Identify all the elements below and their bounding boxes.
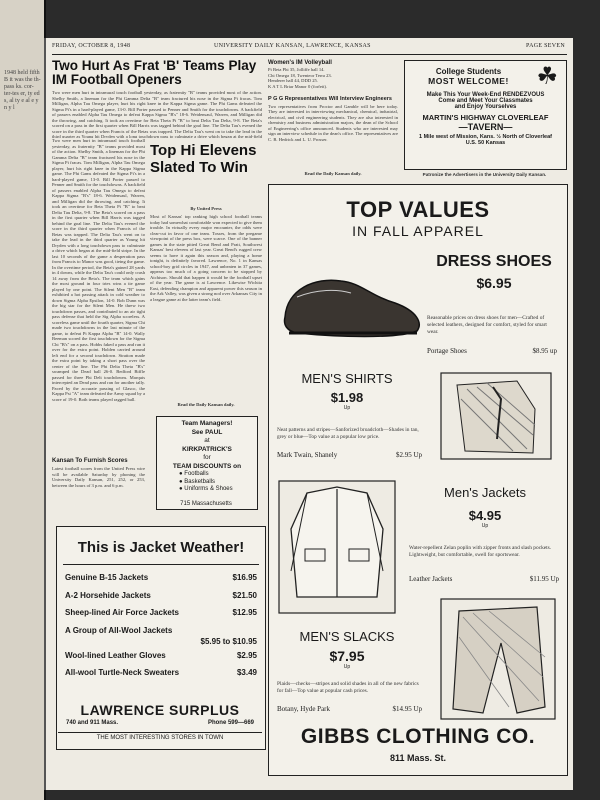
ad-line: See PAUL — [191, 428, 223, 436]
story-body: Two representatives from Proctor and Gamble will be here today. They are interested in interviewing mechanical, chemical, industrial, electrical, and civil engineering students. They are also interested in chemistry and business administration majors, the dean of the School of Engineering's office announced. Students who are interested may sign an interview schedule in the dean's office. The representatives are C. B. Hedrick and L. U. Prosser. — [268, 103, 398, 142]
price-row: A Group of All-Wool Jackets — [65, 625, 173, 635]
product-title: MEN'S SLACKS — [299, 629, 395, 644]
product-brand-price: $2.95 Up — [395, 451, 422, 459]
product-brand-row — [409, 575, 559, 583]
header-rule — [52, 54, 567, 55]
price-row: A-2 Horsehide Jackets $21.50 — [65, 590, 257, 600]
ad-line: Team Managers! — [181, 420, 233, 427]
ad-address: 1 Mile west of Mission, Kans. ½ North of Cloverleaf — [419, 134, 552, 140]
story-headline: Two Hurt As Frat 'B' Teams Play IM Football Openers — [52, 58, 257, 87]
ad-price-list — [57, 565, 265, 686]
ad-line: TEAM DISCOUNTS on — [172, 462, 242, 470]
price-row: All-wool Turtle-Neck Sweaters $3.49 — [65, 668, 257, 677]
story-top-hi-elevens — [150, 142, 262, 204]
ad-store-name: KIRKPATRICK'S — [182, 445, 232, 453]
shirt-illustration — [437, 369, 555, 463]
product-price: $7.95 — [329, 648, 365, 664]
patronize-note: Patronize the Advertisers in the University Daily Kansan. — [422, 172, 547, 177]
ad-address: 740 and 911 Mass. — [66, 720, 119, 726]
story-tagline: Read the Daily Kansan daily. — [177, 402, 235, 407]
story-tagline: Read the Daily Kansan daily. — [304, 170, 362, 176]
ad-address: 811 Mass. St. — [389, 753, 447, 763]
ad-line: MOST WELCOME! — [428, 76, 509, 86]
price-row: Wool-lined Leather Gloves $2.95 — [65, 650, 257, 660]
product-brand-row — [277, 705, 422, 713]
ad-line: Make This Your Week-End RENDEZVOUS — [426, 92, 545, 98]
score-line: K A T L Briar Manor 0 (forfeit). — [268, 83, 328, 89]
story-body: Latest football scores from the United Press wire will be available Saturday by phoning the University Daily Kansan, 251, 252, or 253, between the hours of 3 p.m. and 6 p.m. — [52, 466, 145, 488]
product-brand: Leather Jackets — [409, 575, 453, 583]
product-price: $6.95 — [476, 275, 512, 291]
product-title: MEN'S SHIRTS — [301, 371, 393, 386]
product-brand-price: $14.95 Up — [392, 705, 422, 713]
clover-icon: ☘ — [536, 63, 558, 90]
product-price-suffix: Up — [481, 523, 489, 529]
ad-phone: Phone 599—669 — [207, 720, 254, 726]
score-line: Pi Beta Phi 35, Jolliffe hall 14. — [268, 67, 325, 72]
martins-tavern-ad — [404, 60, 567, 170]
adjacent-page-gutter — [0, 0, 46, 800]
header-date: FRIDAY, OCTOBER 8, 1948 — [52, 43, 131, 49]
product-brand: Mark Twain, Shanely — [277, 451, 338, 459]
product-mens-shirts — [277, 371, 417, 411]
ad-line: and Enjoy Yourselves — [454, 104, 517, 110]
ad-item-list — [157, 471, 257, 494]
product-mens-slacks — [277, 629, 417, 670]
ad-subheadline: IN FALL APPAREL — [352, 223, 484, 239]
kirkpatrick-ad — [156, 416, 258, 510]
page-header — [46, 38, 573, 56]
price-row: Sheep-lined Air Force Jackets $12.95 — [65, 608, 257, 617]
price-value: $5.95 to $10.95 — [200, 636, 257, 646]
product-price: $4.95 — [468, 508, 502, 523]
product-mens-jackets — [409, 485, 561, 529]
story-frat-teams — [52, 59, 262, 87]
ad-line: College Students — [435, 67, 502, 76]
newspaper-page — [44, 38, 573, 790]
score-list — [268, 67, 398, 89]
ad-store-name: LAWRENCE SURPLUS — [80, 702, 240, 718]
ad-address: 715 Massachusetts — [180, 501, 232, 507]
ad-headline: TOP VALUES — [346, 197, 490, 222]
story-byline: By United Press — [190, 206, 222, 211]
story-headline: P G G Representatives Will Interview Engineers — [268, 96, 392, 102]
product-price-suffix: Up — [343, 664, 351, 670]
product-brand-row — [427, 347, 557, 355]
ad-line: for — [203, 454, 211, 461]
story-body-col1: Two were men hurt in intramural touch football yesterday, as fraternity "B" teams provided most of the action. Shelby Smith, a lineman for the Phi Gamma Delta "B" team fractured his nose in the Sigma Pi fracas. Tom Milligan, Alpha Tau Omega player, hurt his right knee in the Kappa Sigma game. The Phi Gams defeated the Sigma Pi's in a hard-played game, 13-0. Bill Porter passed to Penner and Smith for the touchdowns. A backfield of passers enabled Alpha Tau Omega to defeat Kappa Sigma "B's" 18-6. Weidensaul, Warren, and Milligan did the throwing, and catching. It took an overtime for Beta Theta Pi "B" to beat Delta Tau Delta, 9-8. The Beta's scored on a pass in the first quarter when Bill Harris was tagged behind the goal line. The Delta Tau's evened the score in the third quarter when Francis of the Betas was trapped. The Delta Tau's went on to take the lead in the third quarter as Young hit Dryden with a long touchdown pass to culminate a drive which began at the mid-field stripe. In the last 10 seconds of the game a desperation pass from Francis to Manor was good, tieing the game. In the overtime period, the Beta's gained 28 yards in 4 downs, while the Delta Tau's could only crash 14 away from the Beta's. The team which gains the most ground in four tries wins a tie game played by one point. The Silent Men "B" team exhibited a hot passing attack in cold weather to down Sigma Alpha Epsilon, 14-0. Bob Dunn was the big star for the Silent Men. He threw two touchdown passes, and contributed to an air tight pass defense that held the Sig Alpha scoreless. A scoreless game until the fourth quarter, Sigma Chi made two touchdowns in the last minute of the game, to defeat Pi Kappa Alpha "B" 14-0. Wally Beeman scored the first touchdown for the Sigma Chi "B's" on a pass. Hobbs faked a pass and ran it over for the extra point. Holden carried around left end for a second touchdown. Stratton made the extra point by taking a short pass over the center of the line. The Phi Delta Theta "B's" swamped the Dead ball 26-0. Bedford Biffle passed for three Phi Delt touchdowns. Marquis intercepted an Dead pass and ran for another tally. Paced by the accurate passing of Glasco, the Kappa Psi "A" team defeated the Army squad by a score of 19-0. Both teams played ragged ball. — [52, 138, 145, 402]
story-pg-engineers — [268, 96, 398, 176]
ad-item: ● Uniforms & Shoes — [179, 486, 233, 492]
product-title: Men's Jackets — [444, 485, 526, 500]
product-brand: Botany, Hyde Park — [277, 705, 331, 713]
story-body-lead: Two were men hurt in intramural touch football yesterday, as fraternity "B" teams provided most of the action. Shelby Smith, a lineman for the Phi Gamma Delta "B" team fractured his nose in the Sigma Pi fracas. Tom Milligan, Alpha Tau Omega player, hurt his right knee in the Kappa Sigma game. The Phi Gams defeated the Sigma Pi's in a hard-played game, 13-0. Bill Porter passed to Penner and Smith for the touchdowns. A backfield of passers enabled Alpha Tau Omega to defeat Kappa Sigma "B's" 18-6. Weidensaul, Warren, and Milligan did the throwing, and catching. It took an overtime for Beta Theta Pi "B" to beat Delta Tau Delta, 9-8. The Beta's scored on a pass in the first quarter when Bill Harris was tagged behind the goal line. The Delta Tau's evened the score in the third quarter when Francis of the Betas was trapped. The Delta Tau's went on to take the lead in the third quarter as Young hit Dryden with a long touchdown pass to culminate a drive which began at the mid-field — [52, 90, 262, 138]
product-description: Plaids—checks—stripes and solid shades in all of the new fabrics for fall—Top value at popular cash prices. — [277, 681, 419, 694]
score-line: Henderer hall 44, DDD 25. — [268, 78, 319, 83]
ad-line: —TAVERN— — [458, 122, 513, 132]
ad-store-name: MARTIN'S HIGHWAY CLOVERLEAF — [422, 113, 549, 122]
product-description: Reasonable prices on dress shoes for men—Crafted of selected leathers, designed for comfort, styled for smart wear. — [427, 315, 547, 335]
ad-line: at — [204, 437, 210, 444]
story-headline: Top Hi Elevens Slated To Win — [150, 142, 257, 176]
story-body: Most of Kansas' top ranking high school football teams today had somewhat comfortable won expected to give them trouble. In virtually every major encounter, the odds were clear-cut in favor of one team. Tosses, from the pregame viewpoint of the press box, were scarce. One of the banner games in the state pitted Great Bend and Pratt, Southwest Kansas' best elevens of last year. Great Bend's rugged crew seems to have it again this season and, playing a home tonight, is definitely favored. Lawrence, No. 1 in Kansas school-boy grid circles in 1947, and unbeaten in 37 games, appears too much of a going concern to be stopped by Atchison. Should that happen it would be the football upset of the year. The game is at Lawrence. Likewise Wichita East, defending champion and apparent power this season in the Ark Valley, was given a strong nod over Arkansas City in a league game at the latter team's field. — [150, 214, 262, 302]
ad-item: ● Basketballs — [179, 478, 215, 485]
ad-store-name: GIBBS CLOTHING CO. — [300, 725, 536, 748]
product-brand-price: $8.95 up — [532, 347, 557, 355]
gutter-fragment-text: 1948 held fifth B it was the th- pass ks. cor- ter-tes er, ty ed s, al ty e al e y n y l — [4, 70, 41, 111]
product-dress-shoes — [427, 253, 561, 291]
ad-item: ● Footballs — [179, 471, 209, 477]
story-headline: Kansan To Furnish Scores — [52, 458, 128, 464]
slacks-illustration — [439, 597, 557, 721]
product-title: DRESS SHOES — [436, 253, 552, 270]
product-brand: Portage Shoes — [427, 347, 467, 355]
ad-address: U.S. 50 Kansas — [465, 140, 506, 146]
score-line: Chi Omega 18, Twenteor Terra 23. — [268, 72, 332, 78]
product-price: $1.98 — [330, 390, 364, 405]
product-description: Water-repellent Zelan poplin with zipper fronts and slash pockets. Lightweight, but comfortable, swell for sportswear. — [409, 545, 552, 558]
ad-slogan: THE MOST INTERESTING STORES IN TOWN — [58, 732, 262, 741]
story-kansan-scores — [52, 458, 145, 512]
story-headline: Women's IM Volleyball — [268, 60, 332, 66]
ad-line: Come and Meet Your Classmates — [438, 98, 533, 104]
product-brand-row — [277, 451, 422, 459]
gibbs-clothing-ad — [268, 184, 568, 776]
product-price-suffix: Up — [343, 405, 351, 411]
ad-headline: This is Jacket Weather! — [77, 539, 245, 556]
header-paper-name: UNIVERSITY DAILY KANSAN, LAWRENCE, KANSAS — [214, 43, 371, 49]
ad-contact-row — [66, 720, 254, 726]
header-page-number: PAGE SEVEN — [526, 43, 565, 49]
dress-shoe-illustration — [277, 253, 427, 349]
price-row: Genuine B-15 Jackets $16.95 — [65, 573, 257, 582]
story-volleyball — [268, 60, 398, 89]
jacket-illustration — [277, 479, 397, 615]
product-description: Neat patterns and stripes—Sanforized broadcloth—Shades in tan, grey or blue—Top value at a popular low price. — [277, 427, 419, 440]
product-brand-price: $11.95 Up — [529, 575, 559, 583]
